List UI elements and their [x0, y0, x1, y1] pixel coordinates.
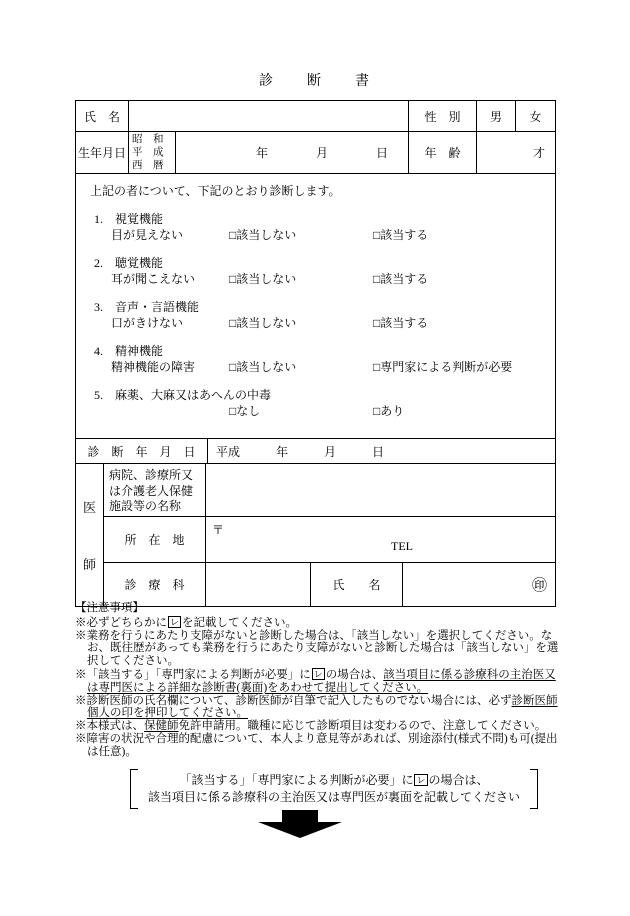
item-option-expert-judgement: □専門家による判断が必要: [373, 360, 513, 374]
era-options: [129, 132, 176, 173]
doctor-name-field: [403, 563, 555, 606]
diagnosis-date-label: 診 断 年 月 日: [76, 439, 208, 463]
era-option-showa: 昭 和: [132, 134, 164, 145]
doctor-section: [76, 464, 555, 606]
note-item-4: ※診断医師の氏名欄について、診断医師が自筆で記入したものでない場合には、必ず診断医師個人の印を押印してください。: [75, 694, 558, 720]
item-option-present: □あり: [373, 404, 405, 418]
item-option-not-applicable: □該当しない: [229, 316, 297, 330]
item-option-applicable: □該当する: [373, 316, 429, 330]
item-option-not-applicable: □該当しない: [229, 272, 297, 286]
item-option-applicable: □該当する: [373, 228, 429, 242]
diagnosis-item-4: [76, 343, 555, 375]
item-title: 1. 視覚機能: [94, 212, 164, 226]
item-subject: 目が見えない: [111, 228, 184, 242]
seal-mark: ㊞: [531, 578, 547, 594]
note-item-6: ※障害の状況や合理的配慮について、本人より意見等があれば、別途添付(様式不問)も可(提出は任意)。: [75, 732, 558, 758]
right-bracket: [530, 769, 538, 809]
birthdate-row: [76, 132, 555, 174]
item-option-applicable: □該当する: [373, 272, 429, 286]
diagnosis-item-1: [76, 211, 555, 243]
hospital-name-label: 病院、診療所又は介護老人保健施設等の名称: [104, 464, 206, 516]
form-title: 診 断 書: [259, 74, 371, 89]
sex-option-male: 男: [477, 101, 516, 131]
footer-bracket-note: [19, 769, 630, 809]
item-subject: 口がきけない: [111, 316, 184, 330]
footer-line-1: 「該当する」「専門家による判断が必要」に レ の場合は、: [179, 773, 489, 787]
diagnosis-date-fields: 平成 年 月 日: [216, 444, 385, 459]
down-arrow-icon: [258, 810, 342, 838]
form-table: [75, 100, 556, 607]
note-item-2: ※業務を行うにあたり支障がないと診断した場合は、「該当しない」を選択してください。なお、既往歴があっても業務を行うにあたり支障がないと診断した場合は「該当しない」を選択してください。: [75, 629, 559, 668]
age-label: 年 齢: [409, 132, 477, 173]
era-option-heisei: 平 成: [132, 147, 164, 158]
left-bracket: [130, 769, 138, 809]
tel-label: TEL: [391, 539, 413, 553]
doctor-label-char: 師: [82, 557, 96, 572]
doctor-label-char: 医: [82, 500, 96, 515]
notes-section: [75, 602, 559, 759]
name-field: [129, 101, 409, 131]
item-option-none: □なし: [229, 404, 261, 418]
hospital-name-field: [206, 464, 555, 516]
diagnosis-item-2: [76, 255, 555, 287]
item-option-not-applicable: □該当しない: [229, 228, 297, 242]
item-subject: 耳が聞こえない: [111, 272, 196, 286]
item-title: 4. 精神機能: [94, 344, 164, 358]
address-field: [206, 517, 555, 562]
diagnosis-section: [76, 183, 555, 439]
item-title: 2. 聴覚機能: [94, 256, 164, 270]
name-row: [76, 101, 555, 132]
doctor-name-label: 氏 名: [311, 563, 403, 606]
sex-label: 性 別: [409, 101, 477, 131]
diagnosis-item-5: [76, 387, 555, 419]
note-item-1: ※必ずどちらかに レ を記載してください。: [75, 616, 298, 629]
diagnosis-intro: 上記の者について、下記のとおり診断します。: [90, 184, 341, 198]
item-subject: [111, 403, 229, 419]
item-option-not-applicable: □該当しない: [229, 360, 297, 374]
department-field: [206, 563, 311, 606]
doctor-section-label: [76, 464, 104, 606]
item-title: 3. 音声・言語機能: [94, 300, 200, 314]
notes-heading: 【注意事項】: [75, 602, 144, 614]
diagnosis-date-row: [76, 439, 555, 464]
sex-option-female: 女: [529, 109, 542, 124]
note-item-3: ※「該当する」「専門家による判断が必要」に レ の場合は、該当項目に係る診療科の主治医又は専門医による詳細な診断書(裏面)をあわせて提出してください。: [75, 668, 556, 694]
birthdate-fields: 年 月 日: [176, 132, 409, 173]
item-subject: 精神機能の障害: [111, 360, 196, 374]
age-field: 才: [532, 146, 545, 160]
footer-line-2: 該当項目に係る診療科の主治医又は専門医が裏面を記載してください: [147, 790, 520, 804]
item-title: 5. 麻薬、大麻又はあへんの中毒: [94, 388, 272, 402]
department-label: 診 療 科: [104, 563, 206, 606]
address-label: 所 在 地: [104, 517, 206, 562]
postal-mark: 〒: [212, 523, 225, 537]
birthdate-label: 生年月日: [76, 132, 129, 173]
note-item-5: ※本様式は、保健師免許申請用。職種に応じて診断項目は変わるので、注意してください。: [75, 720, 547, 733]
era-option-seireki: 西 暦: [132, 160, 164, 171]
name-label: 氏 名: [76, 101, 129, 131]
diagnosis-item-3: [76, 299, 555, 331]
